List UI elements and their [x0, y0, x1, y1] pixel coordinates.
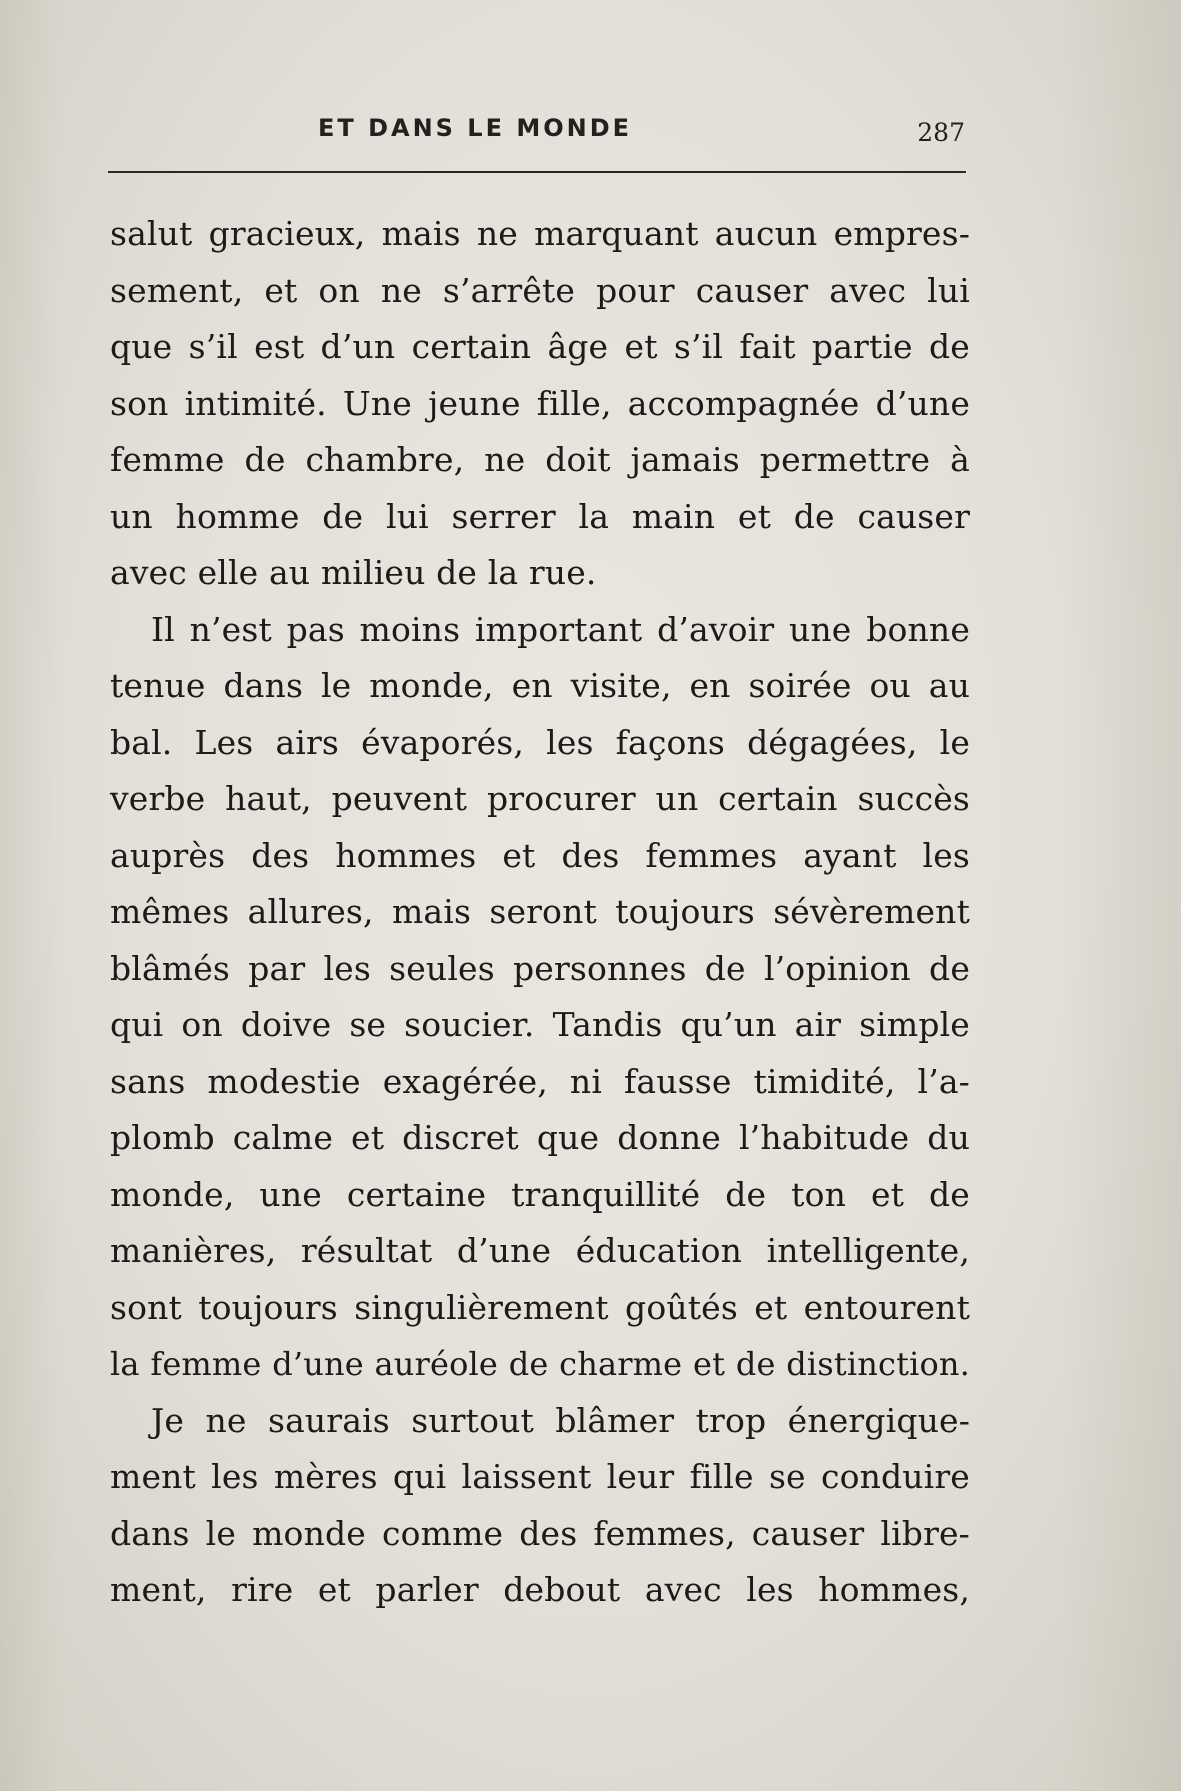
- text-line: mêmes allures, mais seront toujours sévèrement: [110, 892, 970, 931]
- running-title: ET DANS LE MONDE: [317, 114, 633, 142]
- text-line: Je ne saurais surtout blâmer trop énergique-: [151, 1400, 970, 1440]
- text-line: bal. Les airs évaporés, les façons dégagées, le: [110, 722, 970, 762]
- text-line: femme de chambre, ne doit jamais permettre à: [110, 440, 970, 479]
- text-line: avec elle au milieu de la rue.: [110, 553, 597, 592]
- text-line: dans le monde comme des femmes, causer libre-: [110, 1513, 970, 1553]
- text-line: sement, et on ne s’arrête pour causer avec lui: [110, 270, 970, 310]
- page-edge-shadow-right: [1061, 0, 1181, 1791]
- text-line: verbe haut, peuvent procurer un certain succès: [110, 779, 970, 818]
- text-line: salut gracieux, mais ne marquant aucun empres-: [110, 214, 970, 253]
- text-line: un homme de lui serrer la main et de causer: [110, 496, 970, 536]
- text-line: Il n’est pas moins important d’avoir une bonne: [151, 609, 970, 649]
- text-line: blâmés par les seules personnes de l’opinion de: [110, 948, 970, 988]
- text-line: sont toujours singulièrement goûtés et entourent: [110, 1287, 970, 1327]
- text-line: manières, résultat d’une éducation intelligente,: [110, 1231, 970, 1270]
- text-line: ment, rire et parler debout avec les hommes,: [110, 1570, 970, 1609]
- text-line: son intimité. Une jeune fille, accompagnée d’une: [110, 383, 970, 423]
- header-rule: [108, 171, 966, 173]
- text-line: ment les mères qui laissent leur fille se conduire: [110, 1457, 970, 1496]
- text-line: monde, une certaine tranquillité de ton et de: [110, 1174, 970, 1214]
- body-text: [110, 206, 970, 1619]
- text-line: sans modestie exagérée, ni fausse timidité, l’a-: [110, 1061, 970, 1101]
- running-head: [110, 114, 965, 154]
- page-edge-shadow-left: [0, 0, 60, 1791]
- text-line: auprès des hommes et des femmes ayant les: [110, 835, 970, 875]
- text-line: qui on doive se soucier. Tandis qu’un air simple: [110, 1005, 970, 1044]
- page-number: 287: [917, 118, 965, 147]
- text-line: que s’il est d’un certain âge et s’il fait partie de: [110, 327, 970, 366]
- text-line: la femme d’une auréole de charme et de distinction.: [110, 1345, 970, 1383]
- text-line: plomb calme et discret que donne l’habitude du: [110, 1118, 970, 1157]
- text-line: tenue dans le monde, en visite, en soirée ou au: [110, 666, 970, 705]
